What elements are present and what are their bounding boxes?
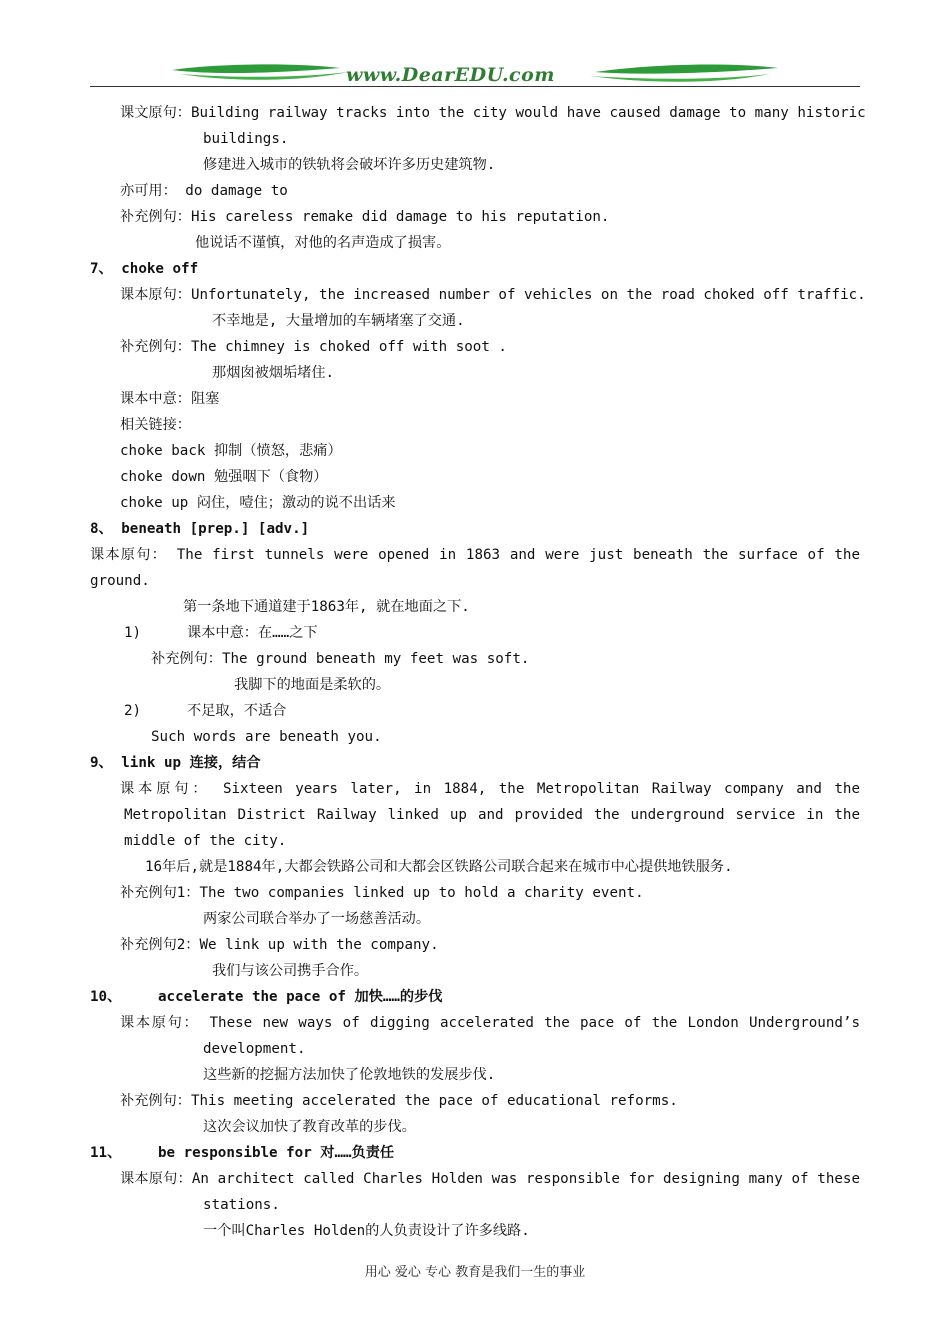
text-line: 补充例句：The ground beneath my feet was soft. (151, 651, 530, 667)
text-line: 补充例句：The chimney is choked off with soot . (120, 339, 507, 355)
text-line: 两家公司联合举办了一场慈善活动。 (203, 911, 431, 927)
text-line: 那烟囱被烟垢堵住. (212, 365, 335, 381)
text-line: 课文原句：Building railway tracks into the city would have caused damage to many historic (120, 105, 866, 121)
text-line: Metropolitan District Railway linked up and provided the underground service in the (124, 807, 860, 823)
text-line: stations. (203, 1197, 280, 1213)
header-divider (90, 86, 860, 87)
section-number: 10、 (90, 989, 122, 1005)
list-number: 2) (124, 703, 142, 719)
text-line: 课本原句： Sixteen years later, in 1884, the Metropolitan Railway company and the (120, 781, 860, 797)
text-line: 不幸地是, 大量增加的车辆堵塞了交通. (212, 313, 465, 329)
text-line: buildings. (203, 131, 289, 147)
text-line: 课本中意：阻塞 (120, 391, 220, 407)
text-line: 他说话不谨慎，对他的名声造成了损害。 (195, 235, 451, 251)
text-line: 补充例句1：The two companies linked up to hold a charity event. (120, 885, 644, 901)
page-header (90, 58, 860, 90)
text-line: ground. (90, 573, 150, 589)
text-line: 一个叫Charles Holden的人负责设计了许多线路. (203, 1223, 530, 1239)
text-line: choke down 勉强咽下（食物） (120, 469, 328, 485)
text-line: 亦可用： do damage to (120, 183, 288, 199)
text-line: 修建进入城市的铁轨将会破坏许多历史建筑物. (203, 157, 496, 173)
text-line: 课本原句：Unfortunately, the increased number of vehicles on the road choked off traffic. (120, 287, 866, 303)
text-line: 第一条地下通道建于1863年, 就在地面之下. (183, 599, 470, 615)
text-line: 补充例句：His careless remake did damage to his reputation. (120, 209, 610, 225)
text-line: Such words are beneath you. (151, 729, 382, 745)
text-line: 课本原句： The first tunnels were opened in 1863 and were just beneath the surface of the (90, 547, 860, 563)
text-line: development. (203, 1041, 306, 1057)
section-heading: 8、 beneath [prep.] [adv.] (90, 521, 310, 537)
text-line: choke up 闷住，噎住；激动的说不出话来 (120, 495, 396, 511)
text-line: 补充例句：This meeting accelerated the pace of educational reforms. (120, 1093, 678, 1109)
text-line: 课本中意：在……之下 (187, 625, 318, 641)
text-line: 我们与该公司携手合作。 (212, 963, 369, 979)
text-line: 16年后,就是1884年,大都会铁路公司和大都会区铁路公司联合起来在城市中心提供地铁服务. (145, 859, 733, 875)
text-line: 补充例句2：We link up with the company. (120, 937, 439, 953)
list-number: 1) (124, 625, 142, 641)
text-line: choke back 抑制（愤怒，悲痛） (120, 443, 342, 459)
section-number: 11、 (90, 1145, 122, 1161)
text-line: 课本原句：An architect called Charles Holden was responsible for designing many of these (120, 1171, 860, 1187)
text-line: 课本原句： These new ways of digging accelerated the pace of the London Underground’s (120, 1015, 860, 1031)
text-line: 相关链接： (120, 417, 191, 433)
text-line: 我脚下的地面是柔软的。 (234, 677, 391, 693)
section-heading: 9、 link up 连接，结合 (90, 755, 261, 771)
section-heading: be responsible for 对……负责任 (158, 1145, 395, 1161)
text-line: 这次会议加快了教育改革的步伐。 (203, 1119, 416, 1135)
text-line: 这些新的挖掘方法加快了伦敦地铁的发展步伐. (203, 1067, 496, 1083)
text-line: 不足取，不适合 (187, 703, 287, 719)
site-logo[interactable]: www.DearEDU.com (346, 64, 555, 86)
page-footer: 用心 爱心 专心 教育是我们一生的事业 (364, 1265, 586, 1280)
section-heading: accelerate the pace of 加快……的步伐 (158, 989, 443, 1005)
text-line: middle of the city. (124, 833, 287, 849)
section-heading: 7、 choke off (90, 261, 199, 277)
